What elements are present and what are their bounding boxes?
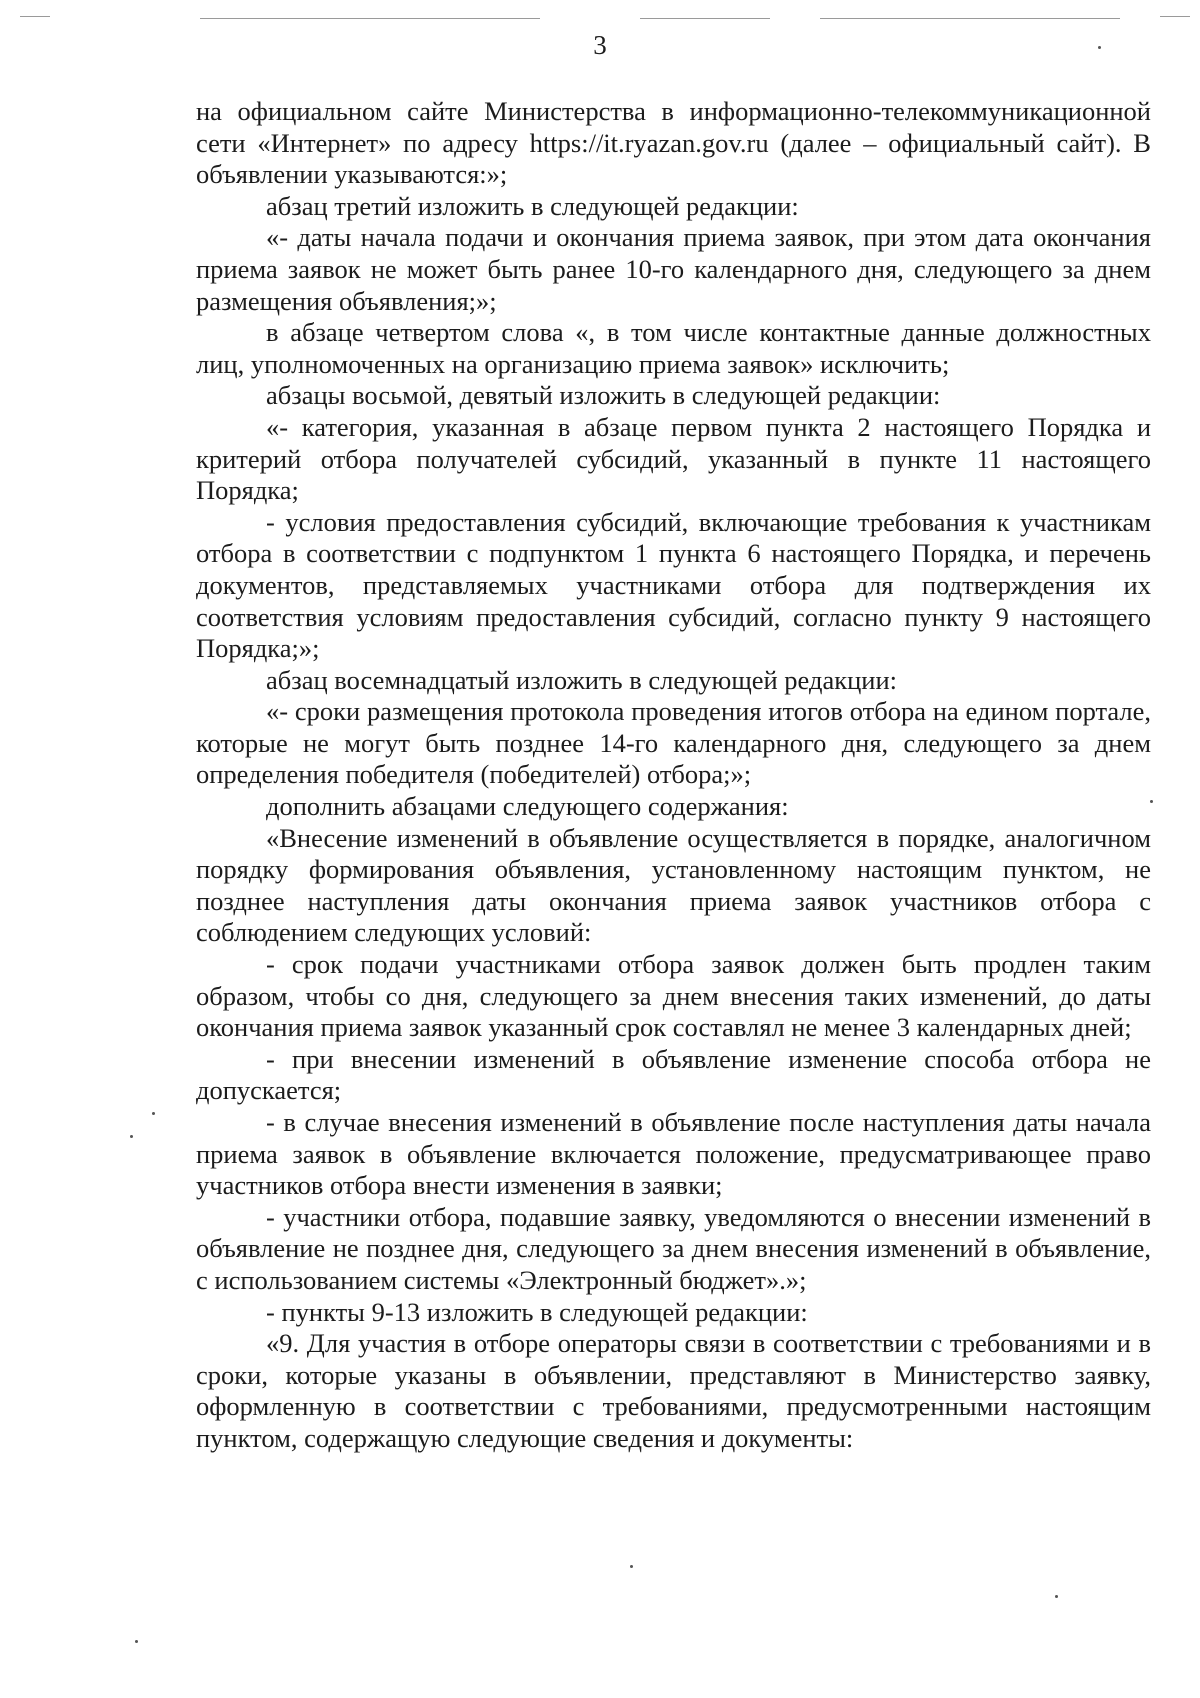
scan-artifact-line — [640, 18, 770, 19]
paragraph: в абзаце четвертом слова «, в том числе контактные данные должностных лиц, уполномоченных на организацию приема заявок» исключить; — [196, 317, 1151, 379]
paragraph: - пункты 9-13 изложить в следующей редакции: — [266, 1296, 808, 1327]
paragraph: «Внесение изменений в объявление осуществляется в порядке, аналогичном порядку формирования объявления, установленному настоящим пунктом, не позднее наступления даты окончания приема заявок участников отбора с соблюдением следующих условий: — [196, 822, 1151, 948]
paragraph: «- сроки размещения протокола проведения итогов отбора на едином портале, которые не могут быть позднее 14-го календарного дня, следующего за днем определения победителя (победителей) отбора;»; — [196, 696, 1151, 790]
paragraph: абзац третий изложить в следующей редакции: — [266, 190, 799, 221]
paragraph: - условия предоставления субсидий, включающие требования к участникам отбора в соответствии с подпунктом 1 пункта 6 настоящего Порядка, и перечень документов, представляемых участниками отбора для подтверждения их соответствия условиям предоставления субсидий, согласно пункту 9 настоящего Порядка;»; — [196, 506, 1151, 664]
scan-speck — [130, 1135, 133, 1138]
paragraph: - в случае внесения изменений в объявление после наступления даты начала приема заявок в объявление включается положение, предусматривающее право участников отбора внести изменения в заявки; — [196, 1107, 1151, 1201]
scan-artifact-line — [20, 16, 50, 17]
scan-artifact-line — [1160, 16, 1190, 17]
scan-artifact-line — [820, 18, 1120, 19]
scan-artifact-line — [200, 18, 540, 19]
paragraph: дополнить абзацами следующего содержания: — [266, 791, 789, 822]
paragraph: на официальном сайте Министерства в информационно-телекоммуникационной сети «Интернет» по адресу https://it.ryazan.gov.ru (далее – официальный сайт). В объявлении указываются:»; — [196, 96, 1151, 190]
page-number: 3 — [593, 30, 607, 60]
paragraph: абзац восемнадцатый изложить в следующей редакции: — [266, 664, 897, 695]
paragraph: - при внесении изменений в объявление изменение способа отбора не допускается; — [196, 1043, 1151, 1106]
paragraph: «9. Для участия в отборе операторы связи в соответствии с требованиями и в сроки, которые указаны в объявлении, представляют в Министерство заявку, оформленную в соответствии с требованиями, предусмотренными настоящим пунктом, содержащую следующие сведения и документы: — [196, 1328, 1151, 1453]
paragraph: - участники отбора, подавшие заявку, уведомляются о внесении изменений в объявление не позднее дня, следующего за днем внесения изменений в объявление, с использованием системы «Электронный бюджет».»; — [196, 1201, 1151, 1295]
scan-speck — [152, 1112, 155, 1115]
paragraph: абзацы восьмой, девятый изложить в следующей редакции: — [266, 380, 941, 411]
scan-speck — [630, 1565, 633, 1568]
document-body — [196, 96, 1151, 1455]
scan-speck — [1055, 1595, 1058, 1598]
paragraph: «- даты начала подачи и окончания приема заявок, при этом дата окончания приема заявок не может быть ранее 10-го календарного дня, следующего за днем размещения объявления;»; — [196, 222, 1151, 316]
paragraph: «- категория, указанная в абзаце первом пункта 2 настоящего Порядка и критерий отбора получателей субсидий, указанный в пункте 11 настоящего Порядка; — [196, 411, 1151, 506]
scan-speck — [135, 1640, 138, 1643]
paragraph: - срок подачи участниками отбора заявок должен быть продлен таким образом, чтобы со дня, следующего за днем внесения таких изменений, до даты окончания приема заявок указанный срок составлял не менее 3 календарных дней; — [196, 949, 1151, 1043]
